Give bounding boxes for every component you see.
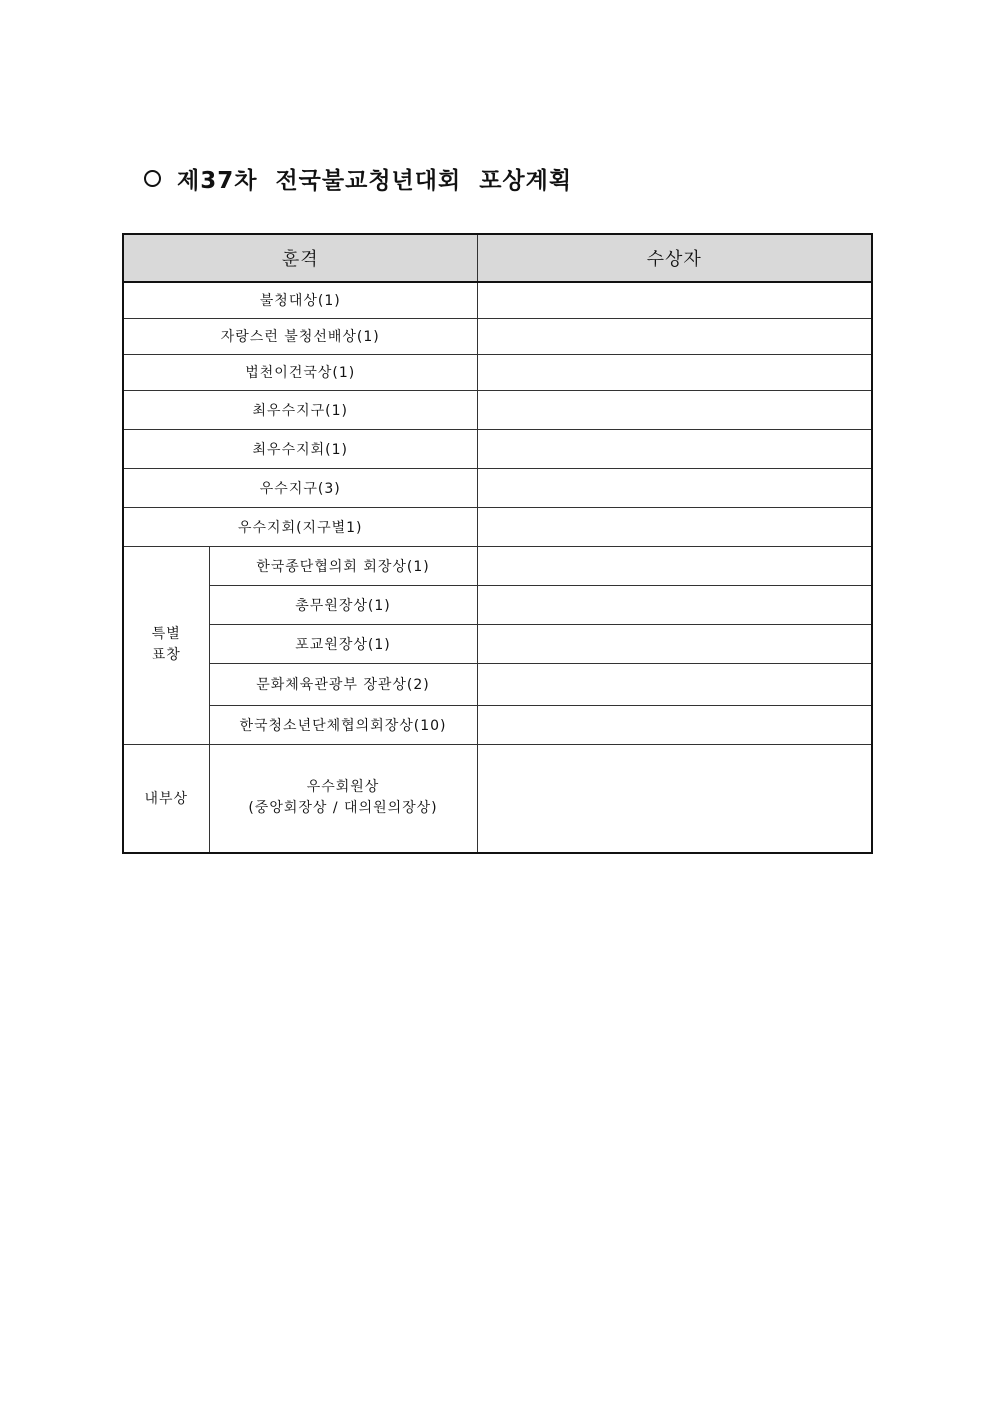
- recipient-cell[interactable]: [477, 390, 872, 429]
- page-title-text: 제37차 전국불교청년대회 포상계획: [177, 167, 573, 194]
- award-name-cell: 문화체육관광부 장관상(2): [209, 663, 477, 705]
- table-row: [123, 318, 872, 354]
- award-name-cell: 포교원장상(1): [209, 624, 477, 663]
- table-row: [123, 468, 872, 507]
- award-name-cell: 최우수지회(1): [123, 429, 477, 468]
- recipient-cell[interactable]: [477, 354, 872, 390]
- recipient-cell[interactable]: [477, 663, 872, 705]
- circle-icon: [144, 170, 161, 187]
- recipient-cell[interactable]: [477, 282, 872, 318]
- recipient-cell[interactable]: [477, 318, 872, 354]
- table-row: [123, 354, 872, 390]
- table-row: [123, 390, 872, 429]
- recipient-cell[interactable]: [477, 705, 872, 744]
- award-name-cell: 우수회원상 (중앙회장상 / 대의원의장상): [209, 744, 477, 853]
- table-header-row: [123, 234, 872, 282]
- award-name-cell: 총무원장상(1): [209, 585, 477, 624]
- award-name-cell: 한국청소년단체협의회장상(10): [209, 705, 477, 744]
- table-row: [123, 744, 872, 853]
- page-title: [144, 160, 572, 196]
- table-row: [123, 663, 872, 705]
- recipient-cell[interactable]: [477, 429, 872, 468]
- table-row: [123, 507, 872, 546]
- recipient-cell[interactable]: [477, 468, 872, 507]
- award-name-cell: 자랑스런 불청선배상(1): [123, 318, 477, 354]
- table-row: [123, 705, 872, 744]
- award-name-cell: 불청대상(1): [123, 282, 477, 318]
- recipient-cell[interactable]: [477, 744, 872, 853]
- table-row: [123, 429, 872, 468]
- table-row: [123, 624, 872, 663]
- recipient-cell[interactable]: [477, 624, 872, 663]
- table-row: [123, 282, 872, 318]
- award-name-cell: 한국종단협의회 회장상(1): [209, 546, 477, 585]
- recipient-cell[interactable]: [477, 585, 872, 624]
- header-recipient: 수상자: [477, 234, 872, 282]
- table-row: [123, 585, 872, 624]
- award-plan-table: [122, 233, 873, 854]
- recipient-cell[interactable]: [477, 546, 872, 585]
- special-award-group-label: 특별 표창: [123, 546, 209, 744]
- award-name-cell: 법천이건국상(1): [123, 354, 477, 390]
- award-name-cell: 우수지구(3): [123, 468, 477, 507]
- internal-award-group-label: 내부상: [123, 744, 209, 853]
- award-name-cell: 최우수지구(1): [123, 390, 477, 429]
- table-row: [123, 546, 872, 585]
- header-award: 훈격: [123, 234, 477, 282]
- award-name-cell: 우수지회(지구별1): [123, 507, 477, 546]
- recipient-cell[interactable]: [477, 507, 872, 546]
